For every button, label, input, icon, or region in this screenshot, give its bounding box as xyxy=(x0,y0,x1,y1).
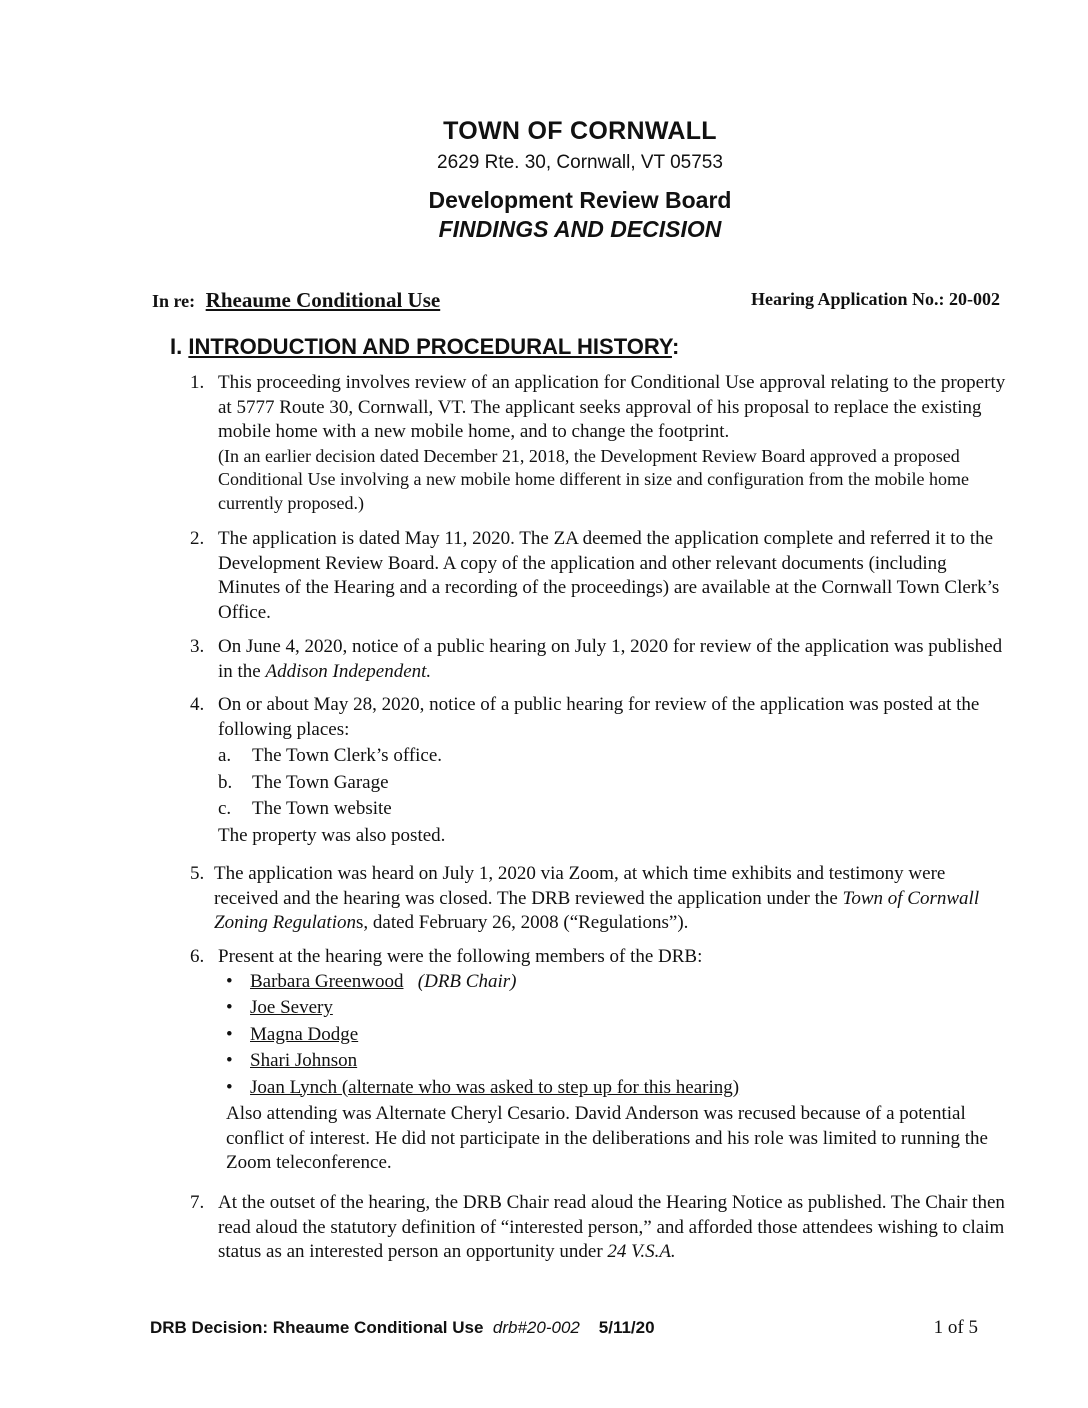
list-item xyxy=(190,371,1020,515)
footer-label xyxy=(150,1318,655,1338)
statute-reference: 24 V.S.A. xyxy=(607,1241,676,1262)
item-number: 4. xyxy=(190,694,205,715)
bullet-icon: • xyxy=(226,1023,233,1045)
item-text-b: , dated February 26, 2008 (“Regulations”). xyxy=(363,912,689,933)
item-text-a: The application was heard on July 1, 2020 via Zoom, at which time exhibits and testimony were received and the hearing was closed. The DRB reviewed the application under the xyxy=(214,863,946,909)
posting-place xyxy=(218,797,1008,822)
place-label: The Town Clerk’s office. xyxy=(252,745,443,766)
member-name: Joe Severy xyxy=(250,997,333,1018)
place-label: The Town website xyxy=(252,798,392,819)
posting-place xyxy=(218,744,1008,769)
item-number: 5. xyxy=(190,863,205,884)
item-text: Present at the hearing were the following members of the DRB: xyxy=(218,946,703,967)
hearing-label: Hearing Application No.: xyxy=(750,289,945,309)
place-label: The Town Garage xyxy=(252,771,389,793)
posting-place xyxy=(218,771,1008,796)
place-letter: a. xyxy=(218,745,232,766)
publication-name: Addison Independent. xyxy=(265,660,432,682)
hearing-number: 20-002 xyxy=(949,289,1000,309)
page-number: 1 of 5 xyxy=(933,1317,978,1338)
list-item xyxy=(190,945,1020,1176)
list-item xyxy=(190,527,1020,625)
item-number: 7. xyxy=(190,1192,205,1213)
item-text xyxy=(214,862,1004,936)
item-number: 3. xyxy=(190,636,205,657)
section-heading xyxy=(170,334,679,360)
footer-title: DRB Decision: Rheaume Conditional Use xyxy=(150,1318,484,1337)
member-role: (DRB Chair) xyxy=(417,970,517,992)
bullet-icon: • xyxy=(226,997,233,1018)
list-item xyxy=(190,1191,1020,1265)
item-number: 2. xyxy=(190,528,205,549)
member-row xyxy=(226,1076,1008,1103)
list-item xyxy=(190,693,1020,848)
member-name: Joan Lynch (alternate who was asked to step up for this hearing) xyxy=(250,1076,740,1098)
item-note: (In an earlier decision dated December 21, 2018, the Development Review Board approved a proposed Conditional Use involving a new mobile home different in size and configuration from the mobile home currently proposed.) xyxy=(218,445,969,513)
town-name: TOWN OF CORNWALL xyxy=(443,117,717,145)
case-line xyxy=(152,288,440,313)
item-text: On or about May 28, 2020, notice of a public hearing for review of the application was posted at the following places: xyxy=(218,694,980,740)
section-colon: : xyxy=(671,334,680,359)
item-text: This proceeding involves review of an application for Conditional Use approval relating to the property at 5777 Route 30, Cornwall, VT. The applicant seeks approval of his proposal to replace the existing mobile home with a new mobile home, and to change the footprint. xyxy=(218,372,1006,442)
regulations-title: Town of Cornwall Zoning Regulation xyxy=(214,887,980,933)
place-letter: c. xyxy=(218,798,232,819)
item-after-text: The property was also posted. xyxy=(218,824,446,846)
footer-ref: drb#20-002 xyxy=(492,1318,580,1337)
item-text-a: On June 4, 2020, notice of a public hearing on July 1, 2020 for review of the application was published in the xyxy=(218,636,1003,682)
item-number: 6. xyxy=(190,946,205,967)
section-title: INTRODUCTION AND PROCEDURAL HISTORY xyxy=(188,334,672,359)
section-number: I. xyxy=(170,334,183,359)
member-row xyxy=(226,1049,1008,1076)
item-text xyxy=(218,1191,1008,1265)
place-letter: b. xyxy=(218,771,233,793)
bullet-icon: • xyxy=(226,970,233,992)
item-text: The application is dated May 11, 2020. The ZA deemed the application complete and referred it to the Development Review Board. A copy of the application and other relevant documents (including Minutes of the Hearing and a recording of the proceedings) are available at the Cornwall Town Clerk’s Office. xyxy=(218,528,1000,623)
item-text xyxy=(218,635,1008,684)
inre-label: In re: xyxy=(152,291,196,311)
member-name: Barbara Greenwood xyxy=(250,970,404,992)
bullet-icon: • xyxy=(226,1076,233,1098)
list-item xyxy=(190,862,1020,936)
hearing-application-number xyxy=(751,289,1000,310)
item-number: 1. xyxy=(190,372,205,393)
regulations-title-suffix: s xyxy=(355,912,364,933)
board-title: Development Review Board xyxy=(428,187,732,213)
member-row xyxy=(226,1023,1008,1050)
decision-title: FINDINGS AND DECISION xyxy=(438,216,722,242)
member-name: Magna Dodge xyxy=(250,1023,359,1045)
town-address: 2629 Rte. 30, Cornwall, VT 05753 xyxy=(437,152,723,173)
item-after-text: Also attending was Alternate Cheryl Cesario. David Anderson was recused because of a potential conflict of interest. He did not participate in the deliberations and his role was limited to running the Zoom teleconference. xyxy=(226,1103,988,1173)
member-row xyxy=(226,970,1008,997)
list-item xyxy=(190,635,1020,684)
item-text-a: At the outset of the hearing, the DRB Chair read aloud the Hearing Notice as published. The Chair then read aloud the statutory definition of “interested person,” and afforded those attendees wishing to claim status as an interested person an opportunity under xyxy=(218,1192,1005,1262)
member-row xyxy=(226,996,1008,1023)
bullet-icon: • xyxy=(226,1050,233,1071)
case-title: Rheaume Conditional Use xyxy=(205,288,441,312)
member-name: Shari Johnson xyxy=(250,1050,358,1071)
footer-date: 5/11/20 xyxy=(598,1318,655,1337)
